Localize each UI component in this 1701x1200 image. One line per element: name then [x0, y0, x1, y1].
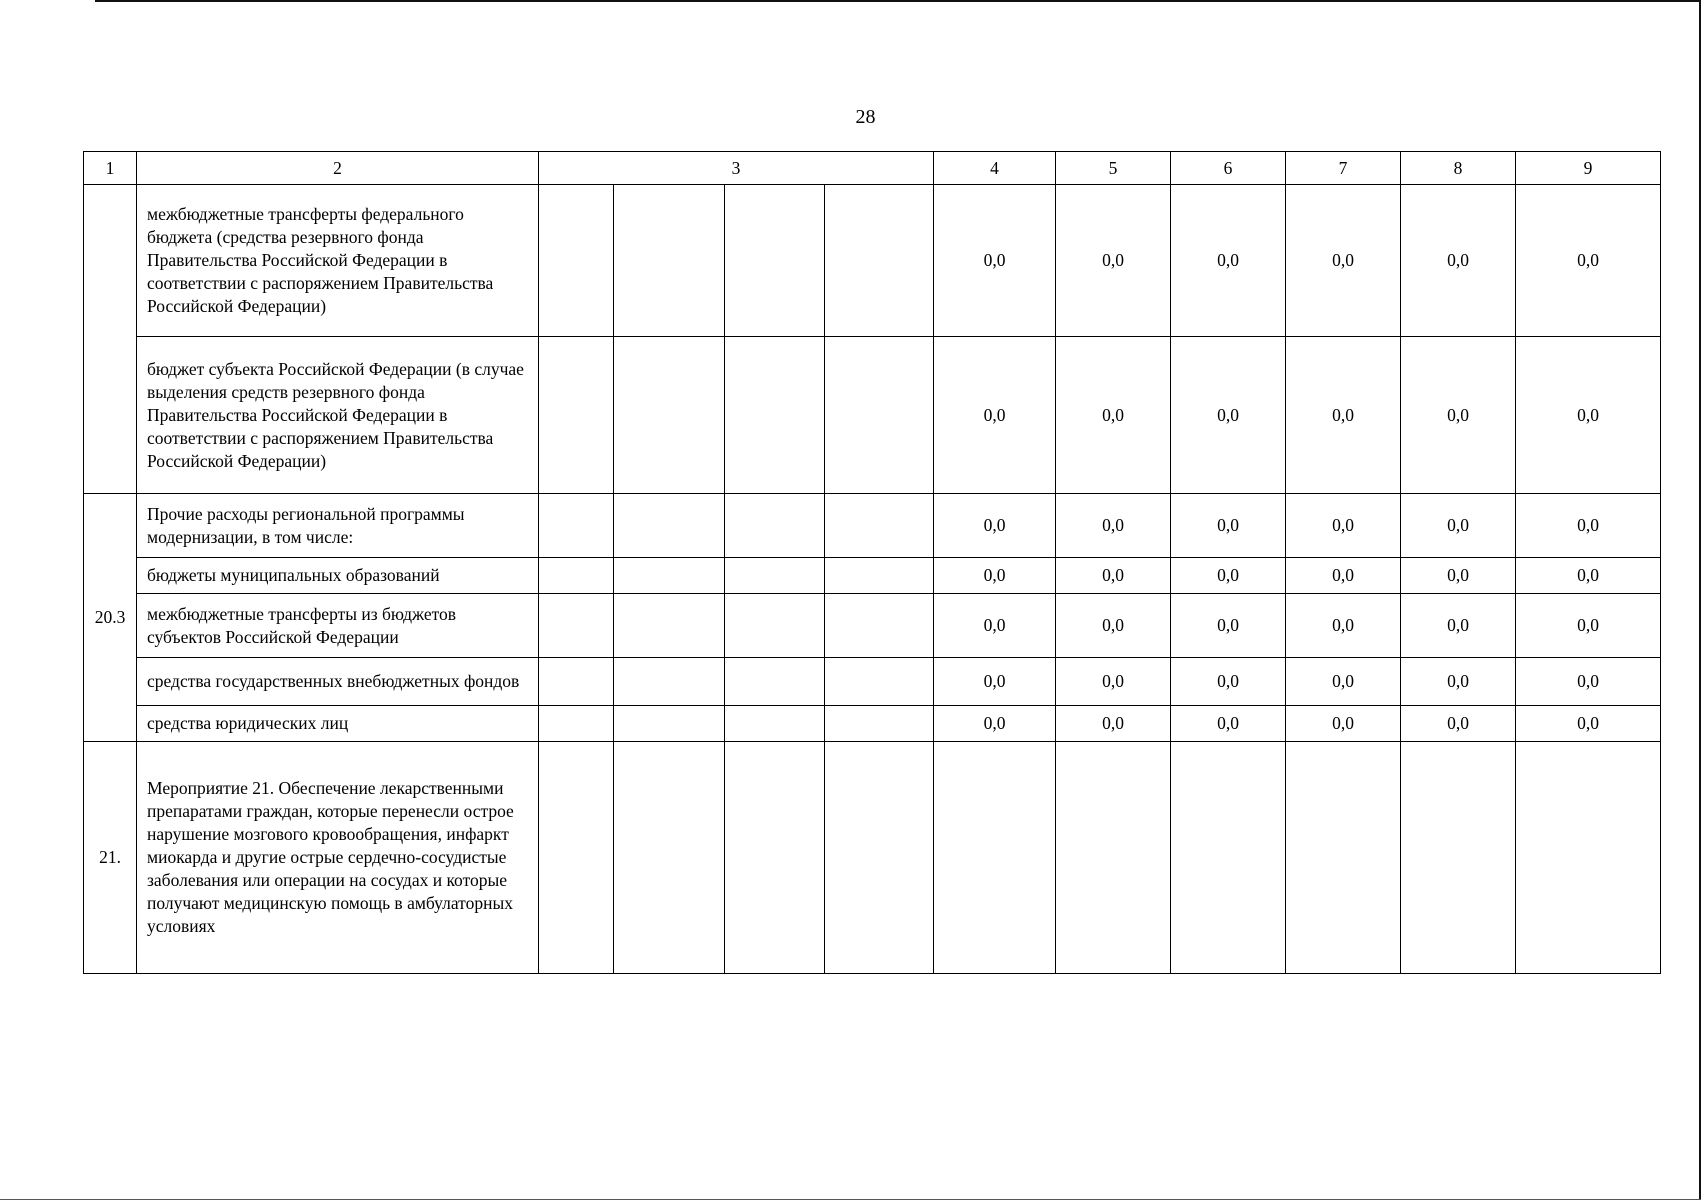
row-description: бюджеты муниципальных образований — [137, 558, 539, 594]
value-cell: 0,0 — [1286, 658, 1401, 706]
value-cell: 0,0 — [1056, 494, 1171, 558]
empty-cell — [725, 558, 825, 594]
value-cell: 0,0 — [1056, 594, 1171, 658]
value-cell: 0,0 — [934, 337, 1056, 494]
empty-cell — [825, 594, 934, 658]
empty-cell — [614, 658, 725, 706]
value-cell — [1401, 742, 1516, 974]
empty-cell — [614, 558, 725, 594]
row-description: Мероприятие 21. Обеспечение лекарственными препаратами граждан, которые перенесли острое нарушение мозгового кровообращения, инфаркт миокарда и другие острые сердечно-сосудистые заболевания или операции на сосудах и которые получают медицинскую помощь в амбулаторных условиях — [137, 742, 539, 974]
value-cell: 0,0 — [1056, 558, 1171, 594]
value-cell: 0,0 — [934, 185, 1056, 337]
value-cell: 0,0 — [1516, 185, 1661, 337]
empty-cell — [539, 558, 614, 594]
empty-cell — [825, 558, 934, 594]
value-cell: 0,0 — [934, 706, 1056, 742]
value-cell: 0,0 — [1286, 185, 1401, 337]
row-description: средства юридических лиц — [137, 706, 539, 742]
empty-cell — [725, 185, 825, 337]
header-cell-1: 1 — [84, 152, 137, 185]
header-cell-2: 2 — [137, 152, 539, 185]
empty-cell — [539, 185, 614, 337]
value-cell: 0,0 — [1171, 558, 1286, 594]
value-cell: 0,0 — [1056, 185, 1171, 337]
value-cell: 0,0 — [934, 494, 1056, 558]
empty-cell — [539, 742, 614, 974]
value-cell: 0,0 — [1516, 494, 1661, 558]
empty-cell — [614, 742, 725, 974]
value-cell: 0,0 — [1401, 185, 1516, 337]
table-row — [84, 558, 1661, 594]
value-cell: 0,0 — [1056, 658, 1171, 706]
header-cell-7: 7 — [1286, 152, 1401, 185]
empty-cell — [725, 706, 825, 742]
value-cell: 0,0 — [1056, 706, 1171, 742]
value-cell — [1056, 742, 1171, 974]
value-cell: 0,0 — [1401, 337, 1516, 494]
empty-cell — [539, 494, 614, 558]
value-cell: 0,0 — [934, 558, 1056, 594]
empty-cell — [539, 658, 614, 706]
value-cell — [934, 742, 1056, 974]
value-cell: 0,0 — [1171, 706, 1286, 742]
empty-cell — [825, 494, 934, 558]
table-row — [84, 658, 1661, 706]
row-number-cell — [84, 185, 137, 494]
value-cell: 0,0 — [1516, 558, 1661, 594]
empty-cell — [614, 706, 725, 742]
row-description: средства государственных внебюджетных фондов — [137, 658, 539, 706]
value-cell: 0,0 — [1171, 185, 1286, 337]
empty-cell — [614, 337, 725, 494]
value-cell: 0,0 — [1286, 706, 1401, 742]
value-cell: 0,0 — [1516, 658, 1661, 706]
empty-cell — [725, 494, 825, 558]
row-description: межбюджетные трансферты федерального бюджета (средства резервного фонда Правительства Российской Федерации в соответствии с распоряжением Правительства Российской Федерации) — [137, 185, 539, 337]
value-cell: 0,0 — [1401, 494, 1516, 558]
empty-cell — [725, 594, 825, 658]
value-cell: 0,0 — [1171, 594, 1286, 658]
table-row — [84, 706, 1661, 742]
empty-cell — [825, 185, 934, 337]
value-cell: 0,0 — [1516, 594, 1661, 658]
value-cell: 0,0 — [1171, 658, 1286, 706]
header-cell-5: 5 — [1056, 152, 1171, 185]
row-description: бюджет субъекта Российской Федерации (в случае выделения средств резервного фонда Правительства Российской Федерации в соответствии с распоряжением Правительства Российской Федерации) — [137, 337, 539, 494]
value-cell: 0,0 — [1171, 337, 1286, 494]
table-row — [84, 185, 1661, 337]
empty-cell — [725, 337, 825, 494]
row-description: межбюджетные трансферты из бюджетов субъектов Российской Федерации — [137, 594, 539, 658]
value-cell: 0,0 — [1401, 658, 1516, 706]
value-cell: 0,0 — [934, 658, 1056, 706]
empty-cell — [539, 706, 614, 742]
header-cell-4: 4 — [934, 152, 1056, 185]
table-row — [84, 494, 1661, 558]
empty-cell — [725, 742, 825, 974]
budget-table — [83, 151, 1661, 974]
empty-cell — [614, 594, 725, 658]
header-row — [84, 152, 1661, 185]
header-cell-6: 6 — [1171, 152, 1286, 185]
row-number-cell: 20.3 — [84, 494, 137, 742]
value-cell: 0,0 — [1171, 494, 1286, 558]
empty-cell — [825, 658, 934, 706]
value-cell — [1286, 742, 1401, 974]
value-cell: 0,0 — [1401, 594, 1516, 658]
empty-cell — [539, 594, 614, 658]
page-number: 28 — [855, 106, 876, 128]
table-row — [84, 594, 1661, 658]
empty-cell — [614, 185, 725, 337]
value-cell: 0,0 — [1286, 337, 1401, 494]
empty-cell — [725, 658, 825, 706]
empty-cell — [614, 494, 725, 558]
value-cell: 0,0 — [1056, 337, 1171, 494]
value-cell: 0,0 — [1286, 494, 1401, 558]
table-row — [84, 337, 1661, 494]
value-cell — [1171, 742, 1286, 974]
empty-cell — [825, 337, 934, 494]
value-cell: 0,0 — [1401, 706, 1516, 742]
value-cell: 0,0 — [934, 594, 1056, 658]
table-row — [84, 742, 1661, 974]
value-cell: 0,0 — [1516, 706, 1661, 742]
value-cell: 0,0 — [1286, 558, 1401, 594]
header-cell-3: 3 — [539, 152, 934, 185]
value-cell: 0,0 — [1516, 337, 1661, 494]
row-description: Прочие расходы региональной программы модернизации, в том числе: — [137, 494, 539, 558]
empty-cell — [539, 337, 614, 494]
header-cell-9: 9 — [1516, 152, 1661, 185]
value-cell: 0,0 — [1401, 558, 1516, 594]
row-number-cell: 21. — [84, 742, 137, 974]
value-cell — [1516, 742, 1661, 974]
value-cell: 0,0 — [1286, 594, 1401, 658]
header-cell-8: 8 — [1401, 152, 1516, 185]
empty-cell — [825, 742, 934, 974]
empty-cell — [825, 706, 934, 742]
scan-top-edge — [95, 0, 1701, 2]
